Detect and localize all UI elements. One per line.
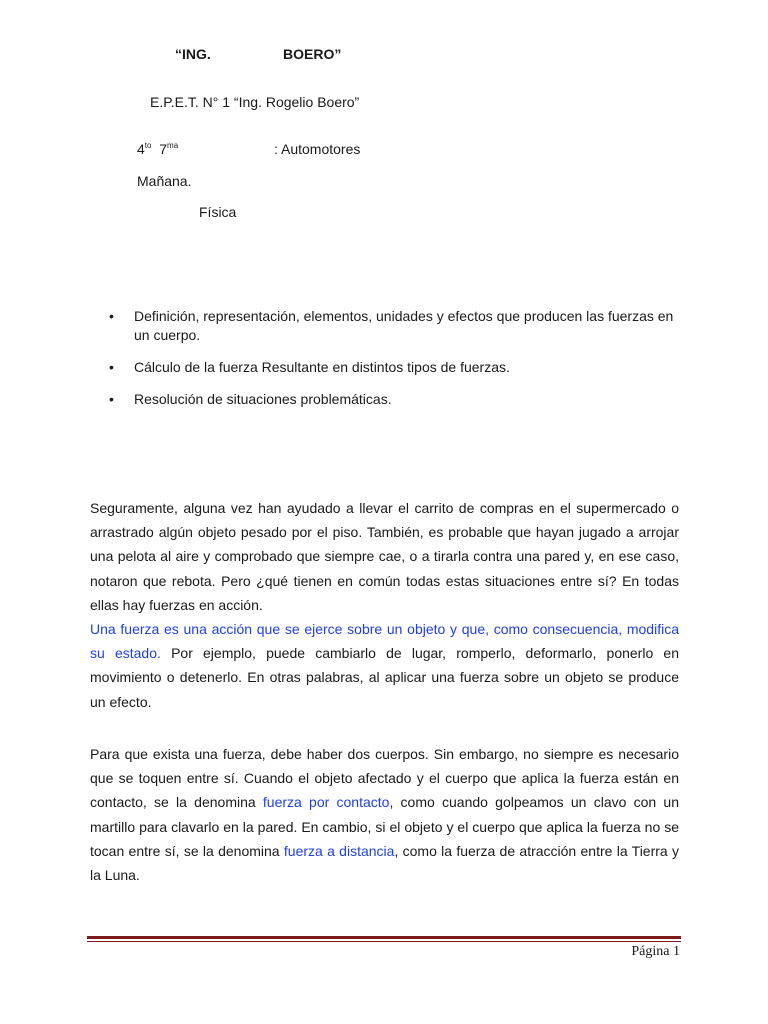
course-year-sup: to (144, 141, 152, 150)
course-division-sup: ma (167, 141, 179, 150)
force-types-text-1: Para que exista una fuerza, debe haber dos cuerpos. Sin embargo, no siempre es necesario que se toquen entre sí. Cuando el objeto afectado y el cuerpo que aplica la fuerza están en contacto, se la denomina (90, 746, 679, 811)
page-number: Página 1 (631, 944, 680, 959)
footer-rule-thick (87, 936, 681, 939)
list-item (109, 390, 679, 409)
list-item-text: Resolución de situaciones problemáticas. (134, 391, 392, 407)
list-item (109, 358, 679, 377)
topics-list (109, 307, 679, 422)
paragraph-force-types (90, 742, 679, 887)
footer-rule-thin (87, 941, 681, 942)
bullet-icon: • (109, 308, 114, 324)
course-year: 4 (137, 141, 145, 157)
paragraph-definition (90, 617, 679, 714)
list-item-text: Cálculo de la fuerza Resultante en distintos tipos de fuerzas. (134, 359, 510, 375)
list-item-text: Definición, representación, elementos, unidades y efectos que producen las fuerzas en un cuerpo. (134, 308, 674, 343)
force-types-text-2: , como cuando golpeamos un clavo con un martillo para clavarlo en la pared. En cambio, si el objeto y el cuerpo que aplica la fuerza no se tocan entre sí, se la denomina (90, 794, 679, 859)
force-types-text-3: , como la fuerza de atracción entre la Tierra y la Luna. (90, 842, 679, 884)
bullet-icon: • (109, 391, 114, 407)
shift: Mañana. (137, 173, 192, 189)
title-right: BOERO” (283, 46, 342, 62)
contact-force-term: fuerza por contacto (262, 794, 390, 811)
definition-text: Por ejemplo, puede cambiarlo de lugar, romperlo, deformarlo, ponerlo en movimiento o detenerlo. En otras palabras, al aplicar una fuerza sobre un objeto se produce un efecto. (90, 645, 679, 710)
course-label (137, 141, 178, 157)
paragraph-intro: Seguramente, alguna vez han ayudado a llevar el carrito de compras en el supermercado o arrastrado algún objeto pesado por el piso. También, es probable que hayan jugado a arrojar una pelota al aire y comprobado que siempre cae, o a tirarla contra una pared y, en ese caso, notaron que rebota. Pero ¿qué tienen en común todas estas situaciones entre sí? En todas ellas hay fuerzas en acción. (90, 500, 679, 613)
specialty: : Automotores (274, 141, 361, 157)
title-left: “ING. (175, 46, 211, 62)
definition-highlight: Una fuerza es una acción que se ejerce sobre un objeto y que, como consecuencia, modifica su estado. (90, 621, 679, 662)
list-item (109, 307, 679, 345)
subject: Física (199, 204, 237, 220)
school-name: E.P.E.T. N° 1 “Ing. Rogelio Boero” (150, 94, 360, 110)
bullet-icon: • (109, 359, 114, 375)
course-division: 7 (159, 141, 168, 157)
distance-force-term: fuerza a distancia (283, 842, 395, 859)
